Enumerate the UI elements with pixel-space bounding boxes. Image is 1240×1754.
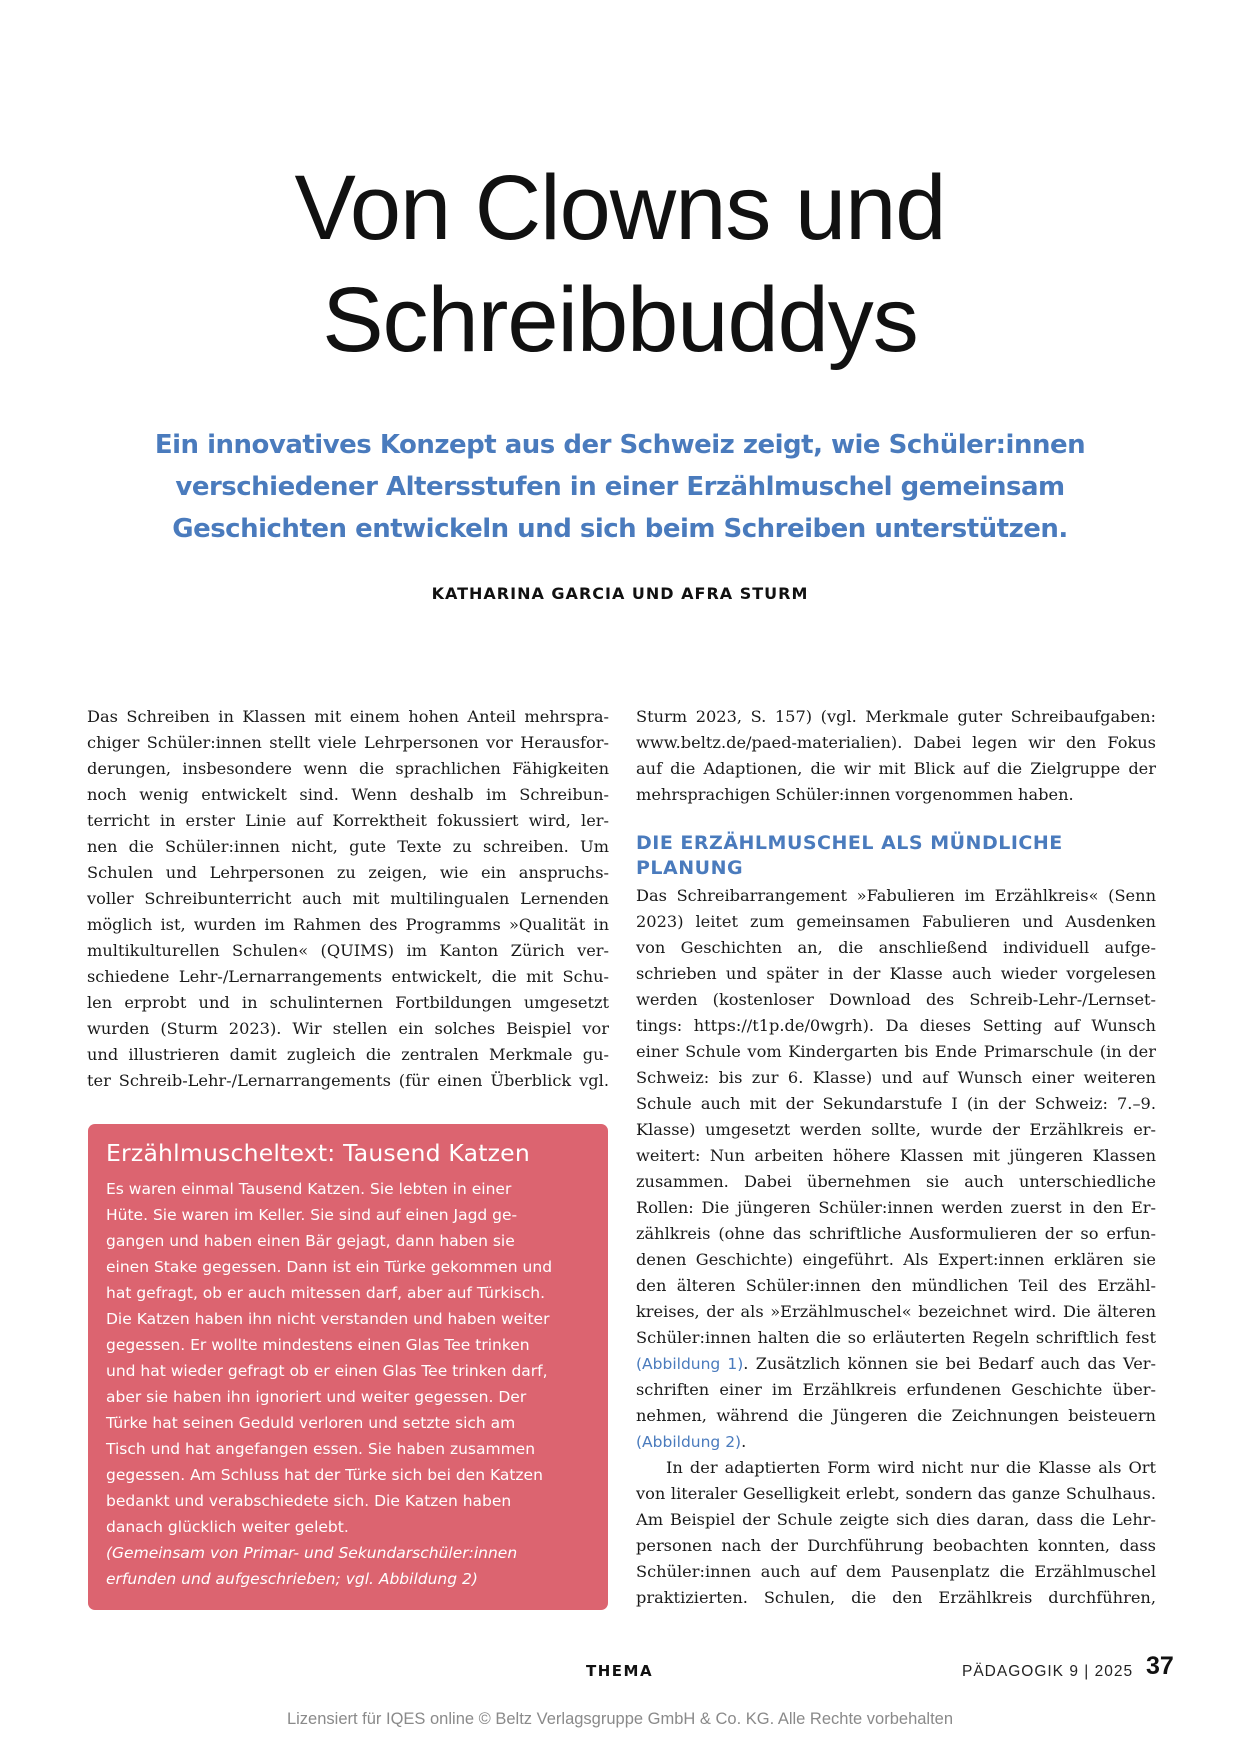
text-line: www.beltz.de/paed-materialien). Dabei legen wir den Fokus [636, 733, 1156, 752]
intro-paragraph [87, 704, 609, 1094]
text-line: werden (kostenloser Download des Schreib-Lehr-/Lernset- [636, 990, 1156, 1009]
text-line: personen nach der Durchführung beobachten konnten, dass [636, 1536, 1156, 1555]
story-line: aber sie haben ihn ignoriert und weiter gegessen. Der [106, 1388, 527, 1406]
text-line: Am Beispiel der Schule zeigte sich dies daran, dass die Lehr- [636, 1510, 1156, 1529]
paragraph-2 [636, 1455, 1156, 1611]
continuation-paragraph [636, 704, 1156, 808]
section-paragraph [636, 883, 1156, 1455]
text-fragment: . [741, 1432, 747, 1451]
text-line: zusammen. Dabei übernehmen sie auch unterschiedliche [636, 1172, 1156, 1191]
license-notice: Lizensiert für IQES online © Beltz Verlagsgruppe GmbH & Co. KG. Alle Rechte vorbehalten [286, 1710, 954, 1728]
story-line: bedankt und verabschiedete sich. Die Katzen haben [106, 1492, 512, 1510]
text-line: Schüler:innen auch auf dem Pausenplatz die Erzählmuschel [636, 1562, 1156, 1581]
text-line: auf die Adaptionen, die wir mit Blick auf die Zielgruppe der [636, 759, 1156, 778]
article-lead [100, 424, 1140, 550]
story-line: und hat wieder gefragt ob er einen Glas Tee trinken darf, [106, 1362, 548, 1380]
text-line: und illustrieren damit zugleich die zentralen Merkmale gu- [87, 1045, 609, 1064]
text-line: derungen, insbesondere wenn die sprachlichen Fähigkeiten [87, 759, 609, 778]
section-heading [636, 831, 1156, 881]
text-line [636, 1351, 1156, 1377]
lead-line: Ein innovatives Konzept aus der Schweiz zeigt, wie Schüler:innen [154, 430, 1086, 460]
text-line: wurden (Sturm 2023). Wir stellen ein solches Beispiel vor [87, 1019, 609, 1038]
box-story [106, 1176, 588, 1592]
text-line: noch wenig entwickelt sind. Wenn deshalb im Schreibun- [87, 785, 609, 804]
page-number: 37 [1146, 1652, 1174, 1680]
text-line: In der adaptierten Form wird nicht nur die Klasse als Ort [666, 1458, 1156, 1477]
story-line: Hüte. Sie waren im Keller. Sie sind auf einen Jagd ge- [106, 1206, 518, 1224]
text-line: Schulen und Lehrpersonen zu zeigen, wie ein anspruchs- [87, 863, 609, 882]
text-line: Rollen: Die jüngeren Schüler:innen werden zuerst in den Er- [636, 1198, 1156, 1217]
text-line: möglich ist, wurden im Rahmen des Programms »Qualität in [87, 915, 609, 934]
text-line: terricht in erster Linie auf Korrektheit fokussiert wird, ler- [87, 811, 609, 830]
story-line: Türke hat seinen Geduld verloren und setzte sich am [106, 1414, 516, 1432]
footer-journal: PÄDAGOGIK 9 | 2025 [962, 1663, 1134, 1680]
story-line: danach glücklich weiter gelebt. [106, 1518, 349, 1536]
text-line: voller Schreibunterricht auch mit multilingualen Lernenden [87, 889, 609, 908]
article-title [0, 152, 1240, 376]
story-line: Tisch und hat angefangen essen. Sie haben zusammen [106, 1440, 536, 1458]
text-line: schriften einer im Erzählkreis erfundenen Geschichte über- [636, 1380, 1156, 1399]
left-column [87, 704, 609, 1094]
text-line [636, 1429, 1156, 1455]
story-line: Es waren einmal Tausend Katzen. Sie lebten in einer [106, 1180, 512, 1198]
lead-line: verschiedener Altersstufen in einer Erzählmuschel gemeinsam [175, 472, 1065, 502]
box-title: Erzählmuscheltext: Tausend Katzen [106, 1139, 530, 1167]
text-line: Sturm 2023, S. 157) (vgl. Merkmale guter Schreibaufgaben: [636, 707, 1156, 726]
text-line: von literaler Geselligkeit erlebt, sondern das ganze Schulhaus. [636, 1484, 1156, 1503]
text-line: nen die Schüler:innen nicht, gute Texte zu schreiben. Um [87, 837, 609, 856]
authors: KATHARINA GARCIA UND AFRA STURM [431, 584, 809, 603]
text-line: len erprobt und in schulinternen Fortbildungen umgesetzt [87, 993, 609, 1012]
text-line: nehmen, während die Jüngeren die Zeichnungen beisteuern [636, 1406, 1156, 1425]
text-line: den älteren Schüler:innen den mündlichen Teil des Erzähl- [636, 1276, 1156, 1295]
text-fragment: . Zusätzlich können sie bei Bedarf auch das Ver- [743, 1354, 1156, 1373]
story-line: gegessen. Am Schluss hat der Türke sich bei den Katzen [106, 1466, 543, 1484]
footer-section-label: THEMA [586, 1662, 654, 1680]
text-line: tings: https://t1p.de/0wgrh). Da dieses Setting auf Wunsch [636, 1016, 1156, 1035]
story-line: Die Katzen haben ihn nicht verstanden und haben weiter [106, 1310, 550, 1328]
story-box [88, 1124, 608, 1610]
story-line: gegessen. Er wollte mindestens einen Glas Tee trinken [106, 1336, 530, 1354]
text-line: 2023) leitet zum gemeinsamen Fabulieren und Ausdenken [636, 912, 1156, 931]
text-line: kreises, der als »Erzählmuschel« bezeichnet wird. Die älteren [636, 1302, 1156, 1321]
text-line: zählkreis (ohne das schriftliche Ausformulieren der so erfun- [636, 1224, 1156, 1243]
text-line: mehrsprachigen Schüler:innen vorgenommen haben. [636, 785, 1074, 804]
text-line: Das Schreiben in Klassen mit einem hohen Anteil mehrspra- [87, 707, 609, 726]
story-credit-line: (Gemeinsam von Primar- und Sekundarschüler:innen [106, 1544, 518, 1562]
story-line: hat gefragt, ob er auch mitessen darf, aber auf Türkisch. [106, 1284, 546, 1302]
heading-line: DIE ERZÄHLMUSCHEL ALS MÜNDLICHE [636, 832, 1063, 854]
heading-line: PLANUNG [636, 857, 744, 879]
title-line: Schreibbuddys [322, 269, 918, 371]
text-line: weitert: Nun arbeiten höhere Klassen mit jüngeren Klassen [636, 1146, 1156, 1165]
text-line: Klasse) umgesetzt werden sollte, wurde der Erzählkreis er- [636, 1120, 1156, 1139]
text-line: schrieben und später in der Klasse auch wieder vorgelesen [636, 964, 1156, 983]
text-line: chiger Schüler:innen stellt viele Lehrpersonen vor Herausfor- [87, 733, 609, 752]
lead-line: Geschichten entwickeln und sich beim Schreiben unterstützen. [172, 514, 1068, 544]
text-line: multikulturellen Schulen« (QUIMS) im Kanton Zürich ver- [87, 941, 609, 960]
text-line: ter Schreib-Lehr-/Lernarrangements (für einen Überblick vgl. [87, 1071, 609, 1090]
text-line: schiedene Lehr-/Lernarrangements entwickelt, die mit Schu- [87, 967, 609, 986]
text-line: praktizierten. Schulen, die den Erzählkreis durchführen, [636, 1588, 1156, 1607]
story-credit-line: erfunden und aufgeschrieben; vgl. Abbildung 2) [106, 1570, 478, 1588]
text-line: von Geschichten an, die anschließend individuell aufge- [636, 938, 1156, 957]
text-line: Schule auch mit der Sekundarstufe I (in der Schweiz: 7.–9. [636, 1094, 1156, 1113]
text-line: Schweiz: bis zur 6. Klasse) und auf Wunsch einer weiteren [636, 1068, 1156, 1087]
story-line: gangen und haben einen Bär gejagt, dann haben sie [106, 1232, 515, 1250]
story-line: einen Stake gegessen. Dann ist ein Türke gekommen und [106, 1258, 553, 1276]
text-line: denen Geschichte) eingeführt. Als Expert:innen erklären sie [636, 1250, 1156, 1269]
text-line: Schüler:innen halten die so erläuterten Regeln schriftlich fest [636, 1328, 1156, 1347]
title-line: Von Clowns und [294, 157, 946, 259]
figure-1-link[interactable]: (Abbildung 1) [636, 1355, 744, 1373]
text-line: einer Schule vom Kindergarten bis Ende Primarschule (in der [636, 1042, 1156, 1061]
figure-2-link[interactable]: (Abbildung 2) [636, 1433, 742, 1451]
text-line: Das Schreibarrangement »Fabulieren im Erzählkreis« (Senn [636, 886, 1156, 905]
right-column [636, 704, 1156, 1611]
